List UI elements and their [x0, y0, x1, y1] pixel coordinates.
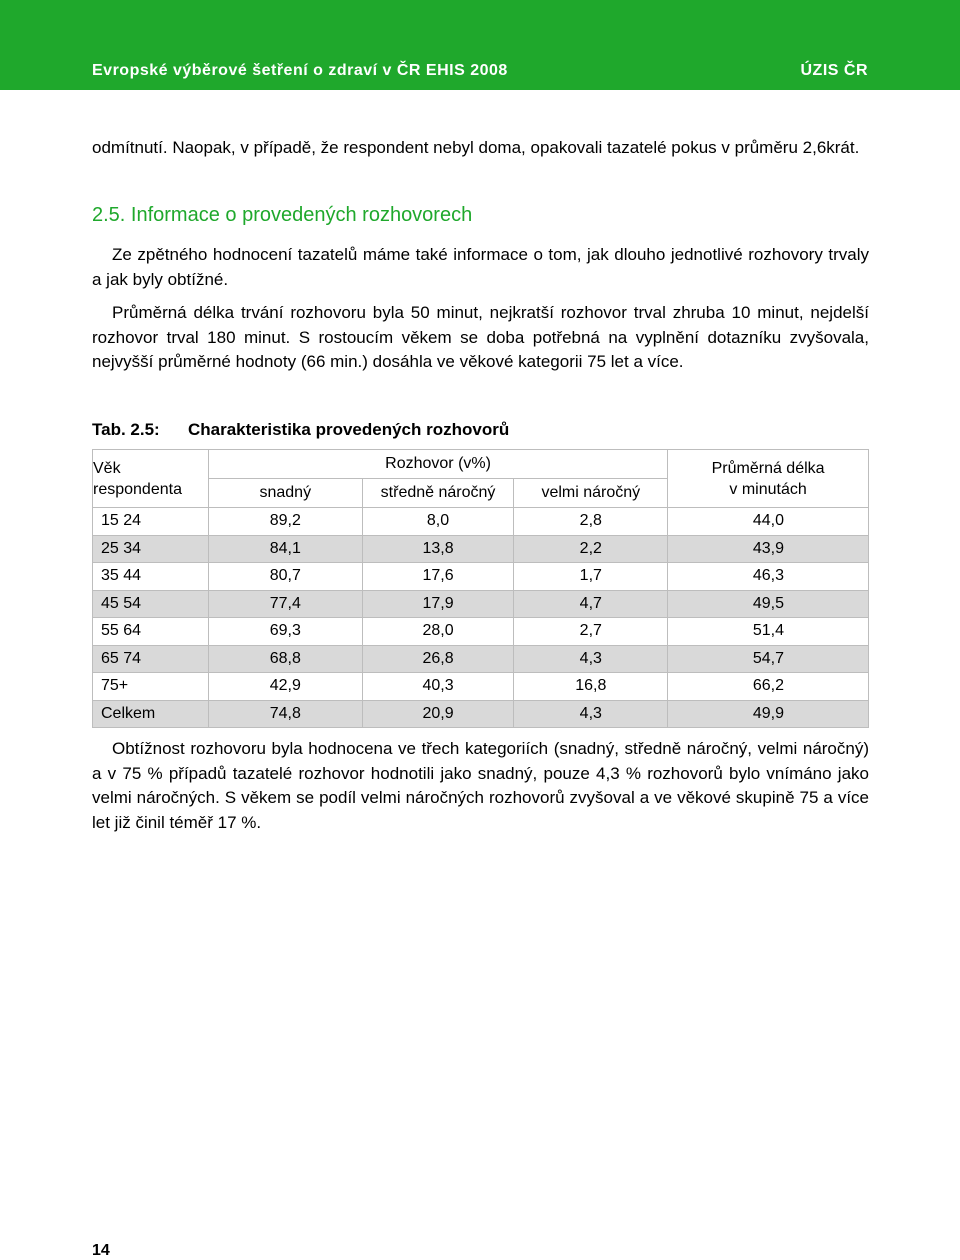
cell-hard: 4,3: [514, 700, 668, 728]
cell-hard: 4,3: [514, 645, 668, 673]
cell-hard: 16,8: [514, 673, 668, 701]
cell-medium: 40,3: [362, 673, 514, 701]
cell-easy: 69,3: [208, 618, 362, 646]
cell-age: 45 54: [93, 590, 209, 618]
organization-name: ÚZIS ČR: [800, 62, 868, 79]
cell-avg: 66,2: [668, 673, 869, 701]
table-row: [93, 645, 869, 673]
table-row: [93, 700, 869, 728]
intro-paragraph: odmítnutí. Naopak, v případě, že respondent nebyl doma, opakovali tazatelé pokus v průměru 2,6krát.: [92, 138, 860, 157]
cell-hard: 4,7: [514, 590, 668, 618]
interview-characteristics-table: [92, 449, 869, 728]
cell-medium: 17,6: [362, 563, 514, 591]
table-row: [93, 508, 869, 536]
cell-medium: 20,9: [362, 700, 514, 728]
cell-avg: 51,4: [668, 618, 869, 646]
cell-avg: 49,5: [668, 590, 869, 618]
hard-column-header: velmi náročný: [514, 479, 668, 508]
age-column-header: Věk respondenta: [93, 450, 209, 508]
cell-age: Celkem: [93, 700, 209, 728]
cell-avg: 54,7: [668, 645, 869, 673]
section-paragraph-1: Ze zpětného hodnocení tazatelů máme také informace o tom, jak dlouho jednotlivé rozhovory trvaly a jak byly obtížné.: [92, 245, 869, 289]
table-caption-number: Tab. 2.5:: [92, 420, 160, 439]
page-header: [0, 0, 960, 90]
medium-column-header: středně náročný: [362, 479, 514, 508]
cell-easy: 74,8: [208, 700, 362, 728]
page-number: 14: [92, 1242, 110, 1259]
section-paragraph-2: Průměrná délka trvání rozhovoru byla 50 minut, nejkratší rozhovor trval zhruba 10 minut, nejdelší rozhovor trval 180 minut. S rostoucím věkem se doba potřebná na vyplnění dotazníku zvyšovala, nejvyšší průměrné hodnoty (66 min.) dosáhla ve věkové kategorii 75 let a více.: [92, 303, 869, 371]
table-caption: [92, 420, 509, 440]
avg-duration-header: Průměrná délka v minutách: [668, 450, 869, 508]
cell-age: 15 24: [93, 508, 209, 536]
cell-medium: 8,0: [362, 508, 514, 536]
section-heading: 2.5. Informace o provedených rozhovorech: [92, 204, 473, 226]
cell-easy: 89,2: [208, 508, 362, 536]
cell-easy: 80,7: [208, 563, 362, 591]
cell-age: 25 34: [93, 535, 209, 563]
cell-hard: 2,2: [514, 535, 668, 563]
cell-age: 35 44: [93, 563, 209, 591]
cell-medium: 26,8: [362, 645, 514, 673]
cell-age: 65 74: [93, 645, 209, 673]
cell-easy: 42,9: [208, 673, 362, 701]
table-row: [93, 535, 869, 563]
table-caption-title: Charakteristika provedených rozhovorů: [188, 420, 510, 439]
table-row: [93, 673, 869, 701]
cell-age: 75+: [93, 673, 209, 701]
publication-title: Evropské výběrové šetření o zdraví v ČR EHIS 2008: [92, 62, 508, 79]
table-row: [93, 563, 869, 591]
closing-paragraph: Obtížnost rozhovoru byla hodnocena ve třech kategoriích (snadný, středně náročný, velmi náročný) a v 75 % případů tazatelé rozhovor hodnotili jako snadný, pouze 4,3 % rozhovorů bylo vnímáno jako velmi náročných. S věkem se podíl velmi náročných rozhovorů zvyšoval a ve věkové skupině 75 a více let již činil téměř 17 %.: [92, 739, 869, 832]
cell-hard: 2,7: [514, 618, 668, 646]
cell-hard: 1,7: [514, 563, 668, 591]
cell-age: 55 64: [93, 618, 209, 646]
cell-avg: 43,9: [668, 535, 869, 563]
interview-group-header: Rozhovor (v%): [208, 450, 667, 479]
cell-avg: 49,9: [668, 700, 869, 728]
cell-avg: 46,3: [668, 563, 869, 591]
cell-medium: 28,0: [362, 618, 514, 646]
cell-hard: 2,8: [514, 508, 668, 536]
table-row: [93, 618, 869, 646]
cell-medium: 17,9: [362, 590, 514, 618]
cell-easy: 68,8: [208, 645, 362, 673]
table-row: [93, 590, 869, 618]
easy-column-header: snadný: [208, 479, 362, 508]
cell-easy: 77,4: [208, 590, 362, 618]
cell-medium: 13,8: [362, 535, 514, 563]
cell-easy: 84,1: [208, 535, 362, 563]
cell-avg: 44,0: [668, 508, 869, 536]
